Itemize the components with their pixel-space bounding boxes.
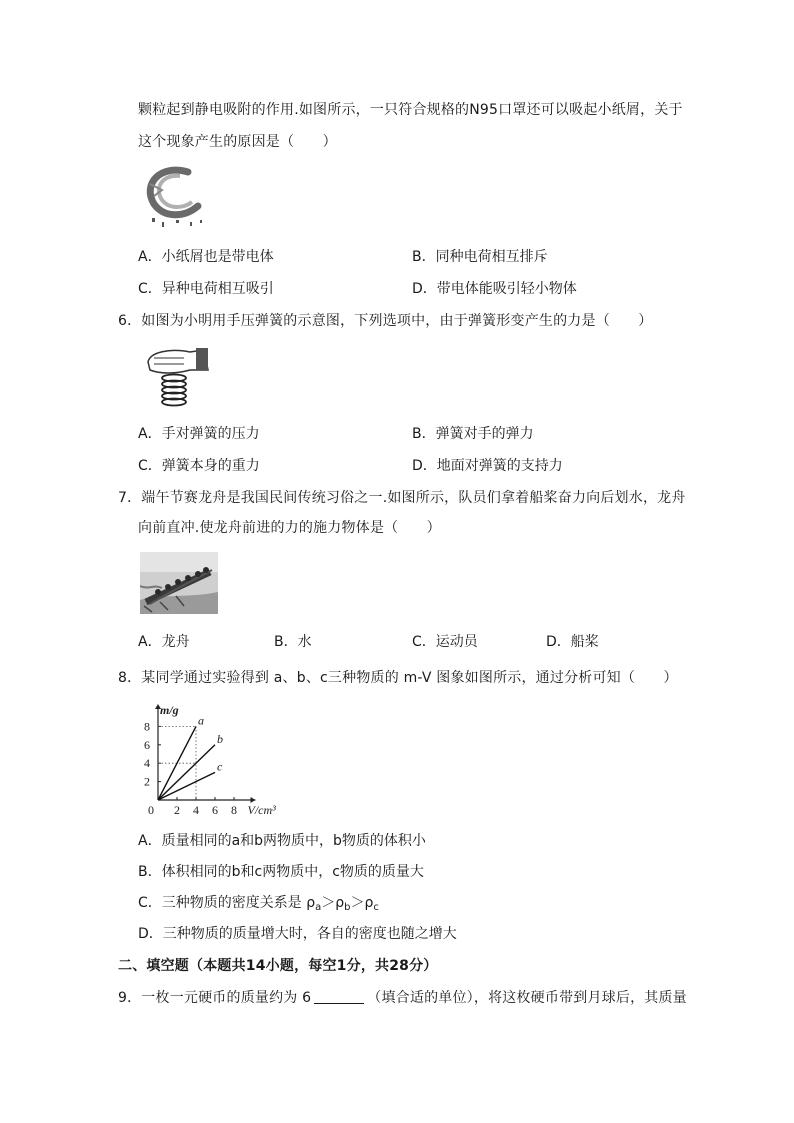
- q7-option-b: B．水: [274, 634, 312, 650]
- q8-line1: 8．某同学通过实验得到 a、b、c三种物质的 m-V 图象如图所示，通过分析可知（ ）: [118, 670, 678, 686]
- x-tick-label: 0: [148, 803, 154, 817]
- dragon-boat-photo: [140, 552, 218, 614]
- gt-symbol-2: ＞ρ: [350, 895, 374, 911]
- q6-line1: 6．如图为小明用手压弹簧的示意图，下列选项中，由于弹簧形变产生的力是（ ）: [118, 313, 653, 329]
- m-v-chart: [140, 700, 300, 822]
- series-line-b: [158, 745, 215, 800]
- q7-line1: 7．端午节赛龙舟是我国民间传统习俗之一.如图所示，队员们拿着船桨奋力向后划水，龙舟: [118, 490, 686, 506]
- q6-option-a: A．手对弹簧的压力: [138, 426, 260, 442]
- x-tick-label: 2: [174, 803, 180, 817]
- q6-option-b: B．弹簧对手的弹力: [412, 426, 534, 442]
- q8-option-b: B．体积相同的b和c两物质中，c物质的质量大: [138, 864, 424, 880]
- y-tick-label: 4: [144, 756, 150, 771]
- q5-line1: 颗粒起到静电吸附的作用.如图所示，一只符合规格的N95口罩还可以吸起小纸屑，关于: [138, 102, 683, 118]
- q8-option-c-prefix: C．三种物质的密度关系是 ρ: [138, 895, 316, 911]
- x-tick-label: 8: [231, 803, 237, 817]
- q5-option-c: C．异种电荷相互吸引: [138, 281, 274, 297]
- series-line-c: [158, 772, 215, 800]
- y-tick-label: 2: [144, 774, 150, 789]
- y-tick-label: 6: [144, 737, 150, 752]
- q5-option-a: A．小纸屑也是带电体: [138, 249, 274, 265]
- section-heading-fill-in: 二、填空题（本题共14小题，每空1分，共28分）: [118, 958, 438, 974]
- series-label-a: a: [198, 713, 204, 728]
- q6-option-c: C．弹簧本身的重力: [138, 458, 260, 474]
- q5-option-b: B．同种电荷相互排斥: [412, 249, 548, 265]
- q9-answer-blank: [314, 989, 364, 1004]
- gt-symbol-1: ＞ρ: [321, 895, 345, 911]
- q8-option-c: [138, 893, 379, 918]
- hand-spring-figure: [140, 344, 212, 408]
- rho-sub-c: c: [373, 902, 379, 913]
- q9-part2: （填合适的单位），将这枚硬币带到月球后，其质量: [367, 990, 687, 1006]
- q5-option-d: D．带电体能吸引轻小物体: [412, 281, 577, 297]
- y-tick-label: 8: [144, 719, 150, 734]
- y-axis-title: m/g: [160, 703, 179, 717]
- q7-option-d: D．船桨: [546, 634, 599, 650]
- q8-option-d: D．三种物质的质量增大时，各自的密度也随之增大: [138, 926, 457, 942]
- q7-option-c: C．运动员: [412, 634, 478, 650]
- q9-line1: [118, 988, 687, 1008]
- q9-part1: 9．一枚一元硬币的质量约为 6: [118, 990, 312, 1006]
- x-tick-label: 6: [212, 803, 218, 817]
- x-axis-title: V/cm³: [247, 803, 276, 817]
- series-label-c: c: [217, 759, 223, 774]
- x-tick-label: 4: [193, 803, 199, 817]
- q8-option-a: A．质量相同的a和b两物质中，b物质的体积小: [138, 833, 426, 849]
- q7-line2: 向前直冲.使龙舟前进的力的施力物体是（ ）: [138, 520, 441, 536]
- q6-option-d: D．地面对弹簧的支持力: [412, 458, 563, 474]
- rho-sub-a: a: [315, 902, 322, 913]
- q5-line2: 这个现象产生的原因是（ ）: [138, 134, 337, 150]
- q7-option-a: A．龙舟: [138, 634, 190, 650]
- series-label-b: b: [217, 731, 223, 746]
- rho-sub-b: b: [344, 902, 351, 913]
- n95-mask-figure: [140, 162, 210, 234]
